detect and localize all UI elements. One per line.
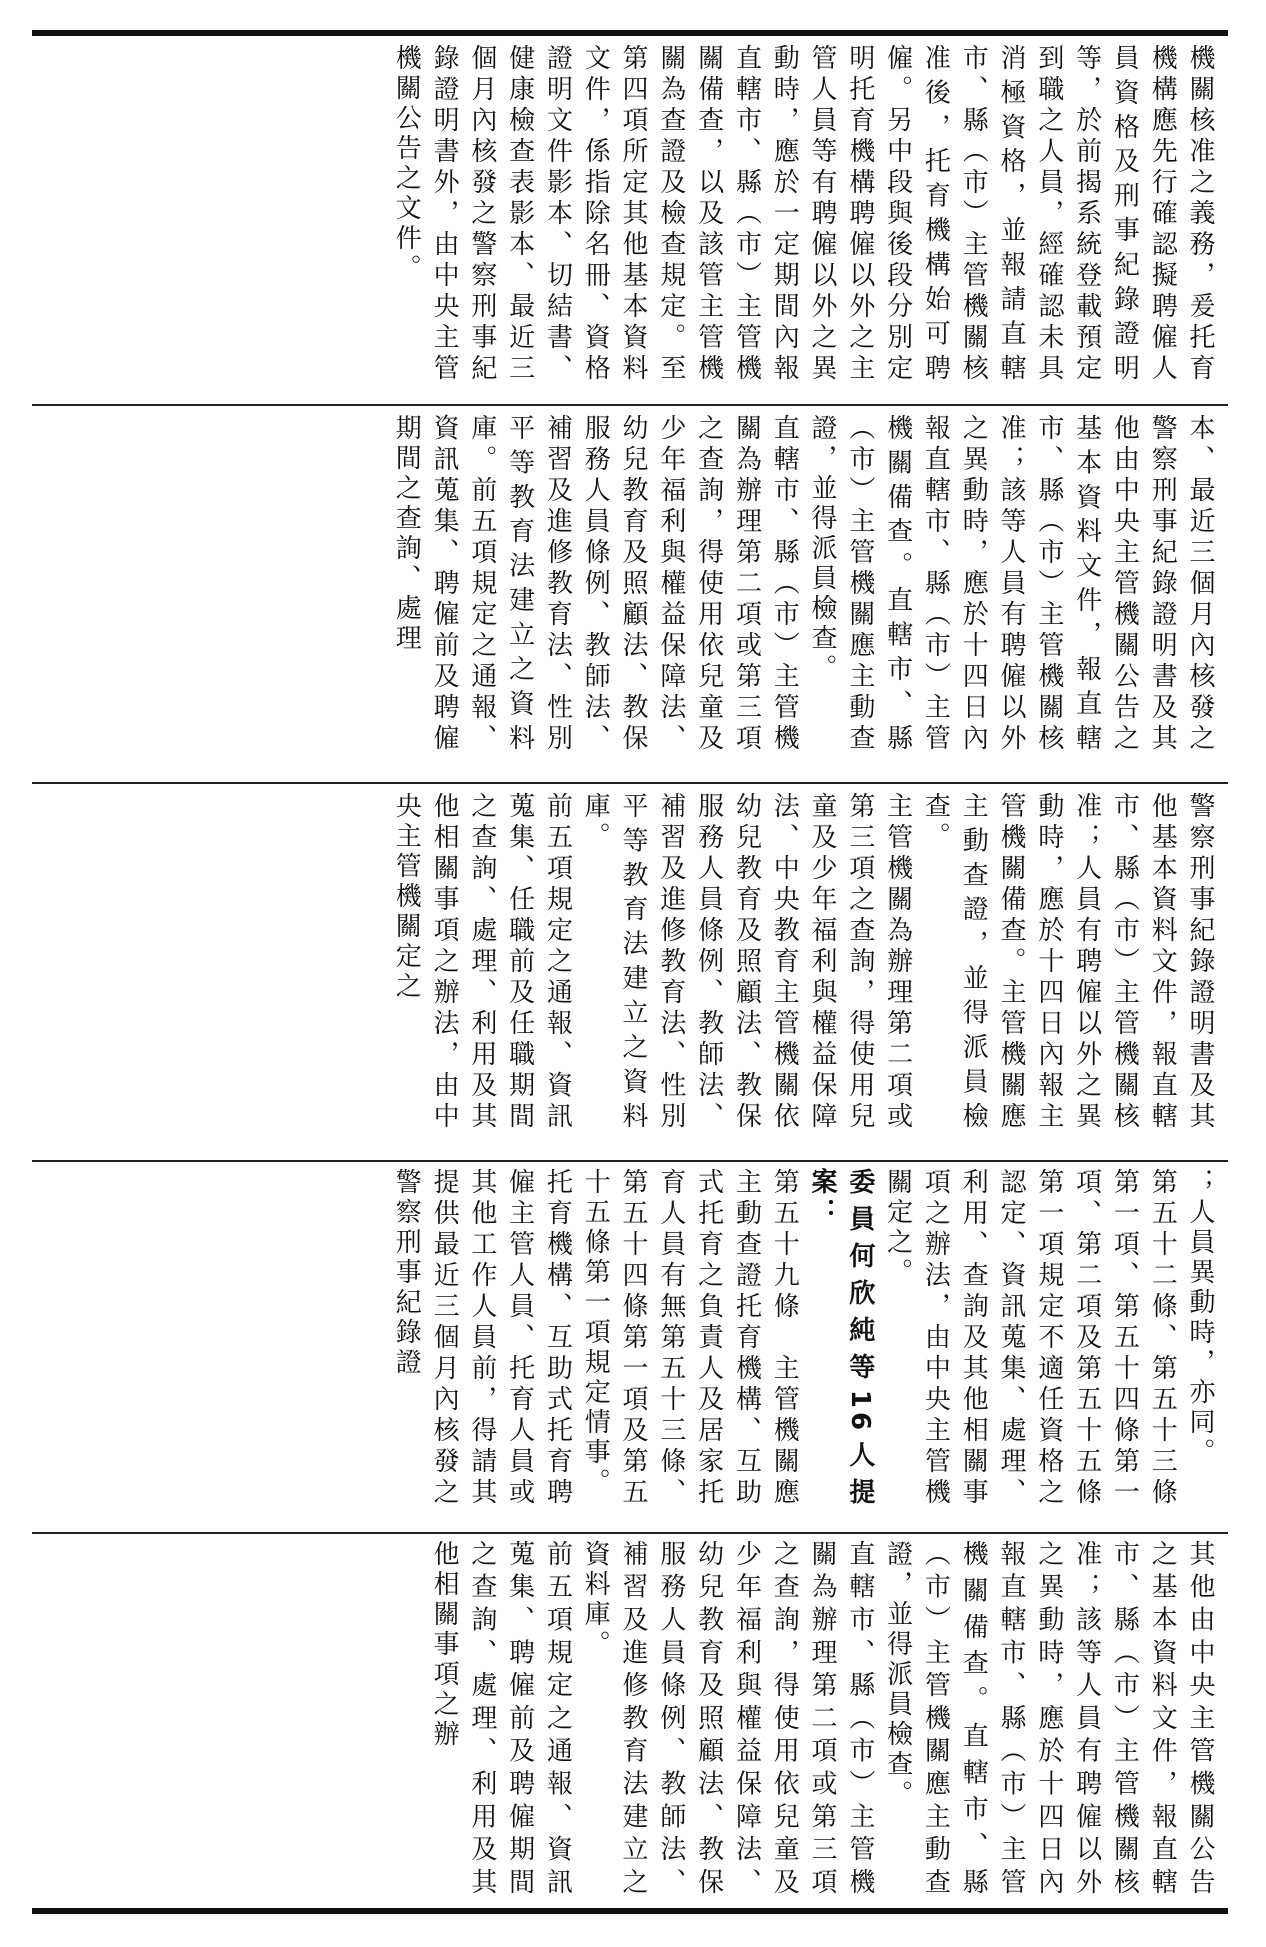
block-5-paragraph-1: 其他由中央主管機關公告之基本資料文件，報直轄市、縣（市）主管機關核准；該等人員有聘僱以外之異動時，應於十四日內報直轄市、縣（市）主管機關備查。直轄市、縣（市）主管機關應主動查證，並得派員檢查。 [882,1540,1215,1898]
block-1-text [42,44,1218,384]
block-2-paragraph-2: 直轄市、縣（市）主管機關為辦理第二項或第三項之查詢，得使用依兒童及少年福利與權益保障法、幼兒教育及照顧法、教保服務人員條例、教師法、補習及進修教育法、性別平等教育法建立之資料庫。前五項規定之通報、資訊蒐集、聘僱前及聘僱期間之查詢、處理 [391,414,800,754]
block-2-paragraph-1: 本、最近三個月內核發之警察刑事紀錄證明書及其他由中央主管機關公告之基本資料文件，報直轄市、縣（市）主管機關核准；該等人員有聘僱以外之異動時，應於十四日內報直轄市、縣（市）主管機關備查。直轄市、縣（市）主管機關應主動查證，並得派員檢查。 [807,414,1215,754]
block-4-text [42,1168,1218,1508]
block-3-paragraph-3: 前五項規定之通報、資訊蒐集、任職前及任職期間之查詢、處理、利用及其他相關事項之辦法，由中央主管機關定之 [391,792,573,1132]
text-block-4 [32,1168,1228,1508]
block-5-paragraph-3: 前五項規定之通報、資訊蒐集、聘僱前及聘僱期間之查詢、處理、利用及其他相關事項之辦 [429,1540,573,1898]
block-5-paragraph-2: 直轄市、縣（市）主管機關為辦理第二項或第三項之查詢，得使用依兒童及少年福利與權益保障法、幼兒教育及照顧法、教保服務人員條例、教師法、補習及進修教育法建立之資料庫。 [580,1540,875,1898]
block-4-paragraph-1: ；人員異動時，亦同。 [1185,1168,1215,1468]
column-divider-4 [32,1532,1228,1534]
proposal-paragraph-1: 托育機構、互助式托育聘僱主管人員、托育人員或其他工作人員前，得請其提供最近三個月內核發之警察刑事紀錄證 [391,1168,573,1508]
text-block-5 [32,1540,1228,1898]
proposal-heading: 委員何欣純等16人提案： [807,1168,875,1508]
text-block-3 [32,792,1228,1132]
bottom-rule [32,1908,1228,1914]
column-divider-2 [32,782,1228,784]
block-5-text [42,1540,1218,1898]
block-3-paragraph-1: 警察刑事紀錄證明書及其他基本資料文件，報直轄市、縣（市）主管機關核准；人員有聘僱以外之異動時，應於十四日內報主管機關備查。主管機關應主動查證，並得派員檢查。 [920,792,1215,1132]
block-1-paragraph-1: 機關核准之義務，爰托育機構應先行確認擬聘僱人員資格及刑事紀錄證明等，於前揭系統登載預定到職之人員，經確認未具消極資格，並報請直轄市、縣（市）主管機關核准後，托育機構始可聘僱。另中段與後段分別定明托育機構聘僱以外之主管人員等有聘僱以外之異動時，應於一定期間內報直轄市、縣（市）主管機關備查，以及該管主管機關為查證及檢查規定。至第四項所定其他基本資料文件，係指除名冊、資格證明文件影本、切結書、健康檢查表影本、最近三個月內核發之警察刑事紀錄證明書外，由中央主管機關公告之文件。 [391,44,1215,384]
proposal-article: 第五十九條 主管機關應主動查證托育機構、互助式托育之負責人及居家托育人員有無第五十三條、第五十四條第一項及第五十五條第一項規定情事。 [580,1168,800,1508]
block-4-paragraph-2: 第五十二條、第五十三條第一項、第五十四條第一項、第二項及第五十五條第一項規定不適任資格之認定、資訊蒐集、處理、利用、查詢及其他相關事項之辦法，由中央主管機關定之。 [882,1168,1178,1508]
text-block-1 [32,44,1228,384]
block-3-paragraph-2: 主管機關為辦理第二項或第三項之查詢，得使用兒童及少年福利與權益保障法、中央教育主管機關依幼兒教育及照顧法、教保服務人員條例、教師法、補習及進修教育法、性別平等教育法建立之資料庫。 [580,792,913,1132]
column-divider-1 [32,404,1228,406]
block-2-text [42,414,1218,754]
block-3-text [42,792,1218,1132]
column-divider-3 [32,1160,1228,1162]
text-block-2 [32,414,1228,754]
top-rule [32,30,1228,36]
